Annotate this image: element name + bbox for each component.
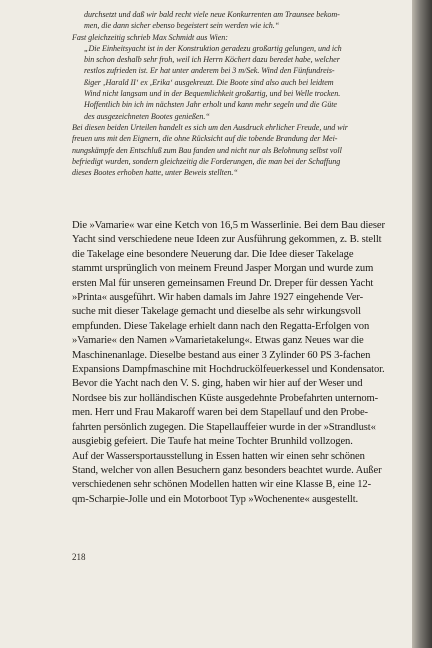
quote-line: freuen uns mit den Eignern, die ohne Rücksicht auf die tobende Brandung der Mei- — [72, 134, 338, 144]
body-line: verschiedenen sehr schönen Modellen hatten wir eine Klasse B, eine 12- — [72, 479, 372, 491]
quote-line: des ausgezeichneten Bootes genießen.“ — [84, 111, 210, 121]
body-line: Die »Vamarie« war eine Ketch von 16,5 m Wasserlinie. Bei dem Bau dieser — [72, 220, 385, 231]
body-line: empfunden. Diese Takelage erhielt dann nach den Regatta-Erfolgen von — [72, 320, 370, 332]
body-line: fahrten persönlich zugegen. Die Stapellauffeier wurde in der »Strandlust« — [72, 421, 376, 433]
quote-line: ßiger ‚Harald II‘ ex ‚Erika‘ ausgekreuzt. Die Boote sind also auch bei leidtem — [84, 77, 334, 87]
body-line: Maschinenanlage. Dieselbe bestand aus einer 3 Zylinder 60 PS 3-fachen — [72, 349, 371, 361]
body-line: qm-Scharpie-Jolle und ein Motorboot Typ »Wochenente« ausgestellt. — [72, 493, 359, 505]
quote-line: bin schon deshalb sehr froh, weil ich Herrn Köchert dazu beredet habe, welcher — [84, 55, 340, 65]
body-line: suche mit dieser Takelage gemacht und dieselbe als sehr wirkungsvoll — [72, 306, 361, 318]
quote-line: durchsetzt und daß wir bald recht viele neue Konkurrenten am Traunsee bekom- — [84, 10, 340, 19]
body-line: ersten Mal für unseren gemeinsamen Freund Dr. Dreper für dessen Yacht — [72, 277, 374, 289]
quote-block — [72, 9, 398, 178]
body-line: stammt ursprünglich von meinem Freund Jasper Morgan und wurde zum — [72, 263, 374, 275]
page-edge-shadow — [412, 0, 432, 648]
body-line: Auf der Wassersportausstellung in Essen hatten wir einen sehr schönen — [72, 450, 365, 462]
quote-line: nungskämpfe den Entschluß zum Bau fanden und nicht nur als Belohnung selbst voll — [72, 145, 342, 155]
quote-line: Wind nicht langsam und in der Bequemlichkeit großartig, und bei Welle trocken. — [84, 89, 341, 99]
body-line: die Takelage eine besondere Neuerung dar. Die Idee dieser Takelage — [72, 248, 354, 260]
quote-line: befriedigt wurden, sondern gleichzeitig die Forderungen, die man bei der Schaffung — [72, 156, 341, 166]
body-line: »Printa« ausgeführt. Wir haben damals im Jahre 1927 eingehende Ver- — [72, 292, 363, 304]
body-line: men. Herr und Frau Makaroff waren bei dem Stapellauf und den Probe- — [72, 407, 368, 419]
body-line: ausgiebig gefeiert. Die Taufe hat meine Tochter Brunhild vollzogen. — [72, 436, 353, 448]
quote-line: Fast gleichzeitig schrieb Max Schmidt aus Wien: — [72, 32, 228, 42]
page-number: 218 — [72, 552, 86, 562]
quote-line: dieses Bootes erhoben hatte, unter Beweis stellten.“ — [72, 168, 238, 178]
body-line: Stand, welcher von allen Besuchern ganz besonders beachtet wurde. Außer — [72, 464, 382, 476]
body-line: Expansions Dampfmaschine mit Hochdruckölfeuerkessel und Kondensator. — [72, 364, 385, 376]
body-line: Yacht sind verschiedene neue Ideen zur Ausführung gekommen, z. B. stellt — [72, 234, 382, 246]
body-line: Nordsee bis zur holländischen Küste ausgedehnte Probefahrten unternom- — [72, 392, 379, 404]
quote-line: Hoffentlich bin ich im nächsten Jahr erholt und kann mehr segeln und die Güte — [84, 100, 337, 110]
body-line: Bevor die Yacht nach den V. S. ging, haben wir hier auf der Weser und — [72, 378, 363, 390]
quote-line: Bei diesen beiden Urteilen handelt es sich um den Ausdruck ehrlicher Freude, und wir — [72, 122, 348, 132]
quote-line: „Die Einheitsyacht ist in der Konstruktion geradezu großartig gelungen, und ich — [84, 43, 342, 53]
quote-line: men, die dann sicher ebenso begeistert sein werden wie ich.“ — [84, 21, 280, 31]
body-paragraph — [72, 219, 404, 507]
body-line: »Vamarie« den Namen »Vamarietakelung«. Etwas ganz Neues war die — [72, 335, 364, 347]
quote-line: restlos zufrieden ist. Er hat unter anderem bei 3 m/Sek. Wind den Fünfundreis- — [84, 66, 335, 76]
